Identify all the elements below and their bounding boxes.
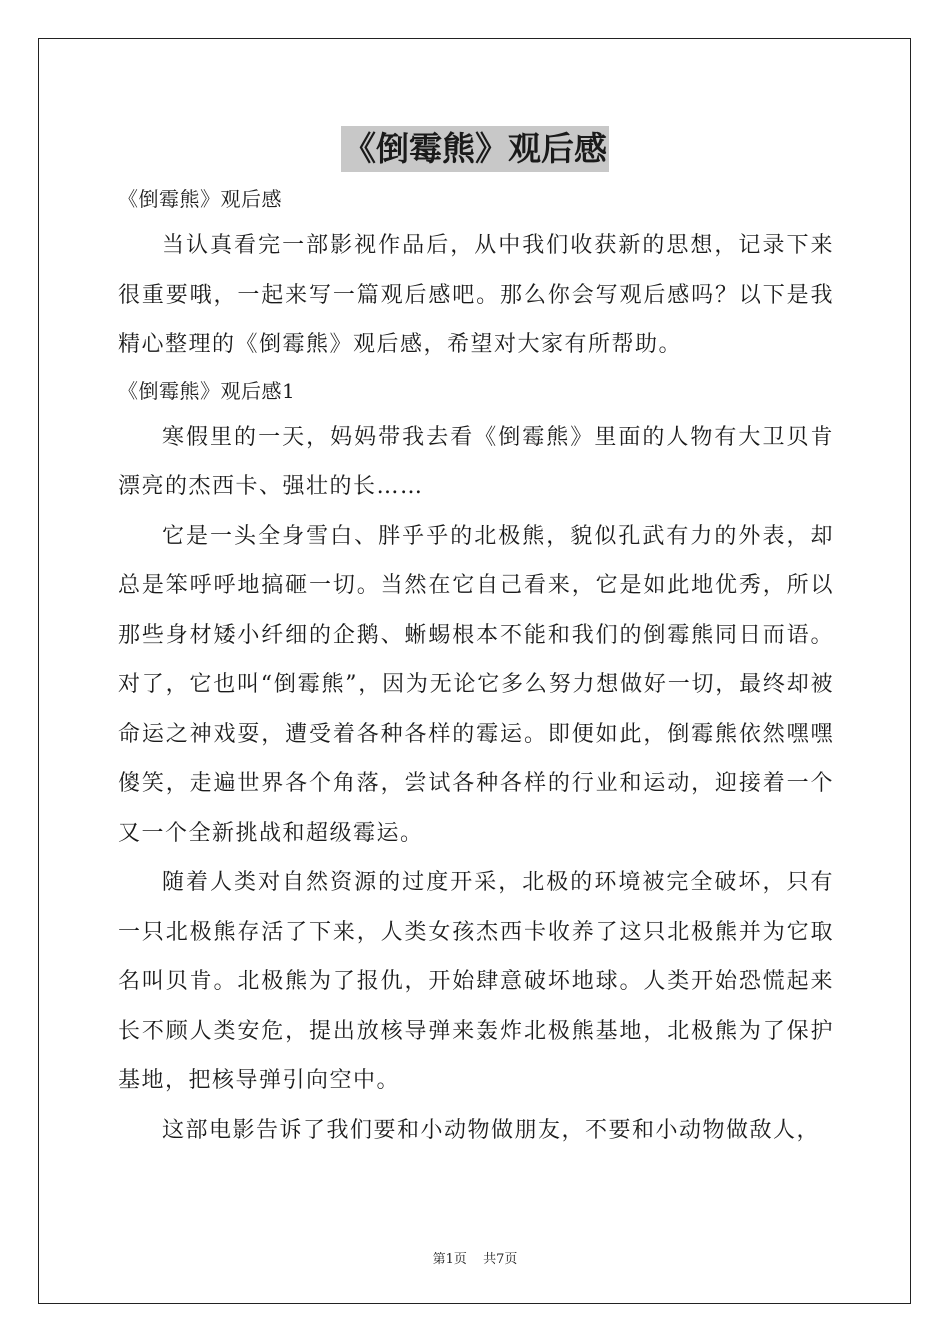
section-heading: 《倒霉熊》观后感1 xyxy=(118,378,296,403)
page-total: 共7页 xyxy=(483,1252,518,1267)
page-footer xyxy=(0,1248,950,1267)
document-body xyxy=(118,178,834,1155)
body-paragraph: 随着人类对自然资源的过度开采，北极的环境被完全破坏，只有一只北极熊存活了下来，人类女孩杰西卡收养了这只北极熊并为它取名叫贝肯。北极熊为了报仇，开始肆意破坏地球。人类开始恐慌起来长不顾人类安危，提出放核导弹来轰炸北极熊基地，北极熊为了保护基地，把核导弹引向空中。 xyxy=(118,870,834,1093)
body-paragraph: 这部电影告诉了我们要和小动物做朋友，不要和小动物做敌人， xyxy=(162,1117,821,1143)
page-number: 第1页 xyxy=(432,1252,467,1267)
intro-paragraph: 当认真看完一部影视作品后，从中我们收获新的思想，记录下来很重要哦，一起来写一篇观后感吧。那么你会写观后感吗？以下是我精心整理的《倒霉熊》观后感，希望对大家有所帮助。 xyxy=(118,233,834,357)
section-heading: 《倒霉熊》观后感 xyxy=(118,187,282,211)
body-paragraph: 寒假里的一天，妈妈带我去看《倒霉熊》里面的人物有大卫贝肯漂亮的杰西卡、强壮的长…… xyxy=(118,424,834,499)
document-title: 《倒霉熊》观后感 xyxy=(341,126,609,172)
body-paragraph: 它是一头全身雪白、胖乎乎的北极熊，貌似孔武有力的外表，却总是笨呼呼地搞砸一切。当然在它自己看来，它是如此地优秀，所以那些身材矮小纤细的企鹅、蜥蜴根本不能和我们的倒霉熊同日而语。对了，它也叫“倒霉熊”，因为无论它多么努力想做好一切，最终却被命运之神戏耍，遭受着各种各样的霉运。即便如此，倒霉熊依然嘿嘿傻笑，走遍世界各个角落，尝试各种各样的行业和运动，迎接着一个又一个全新挑战和超级霉运。 xyxy=(118,523,834,846)
title-container xyxy=(0,126,950,172)
